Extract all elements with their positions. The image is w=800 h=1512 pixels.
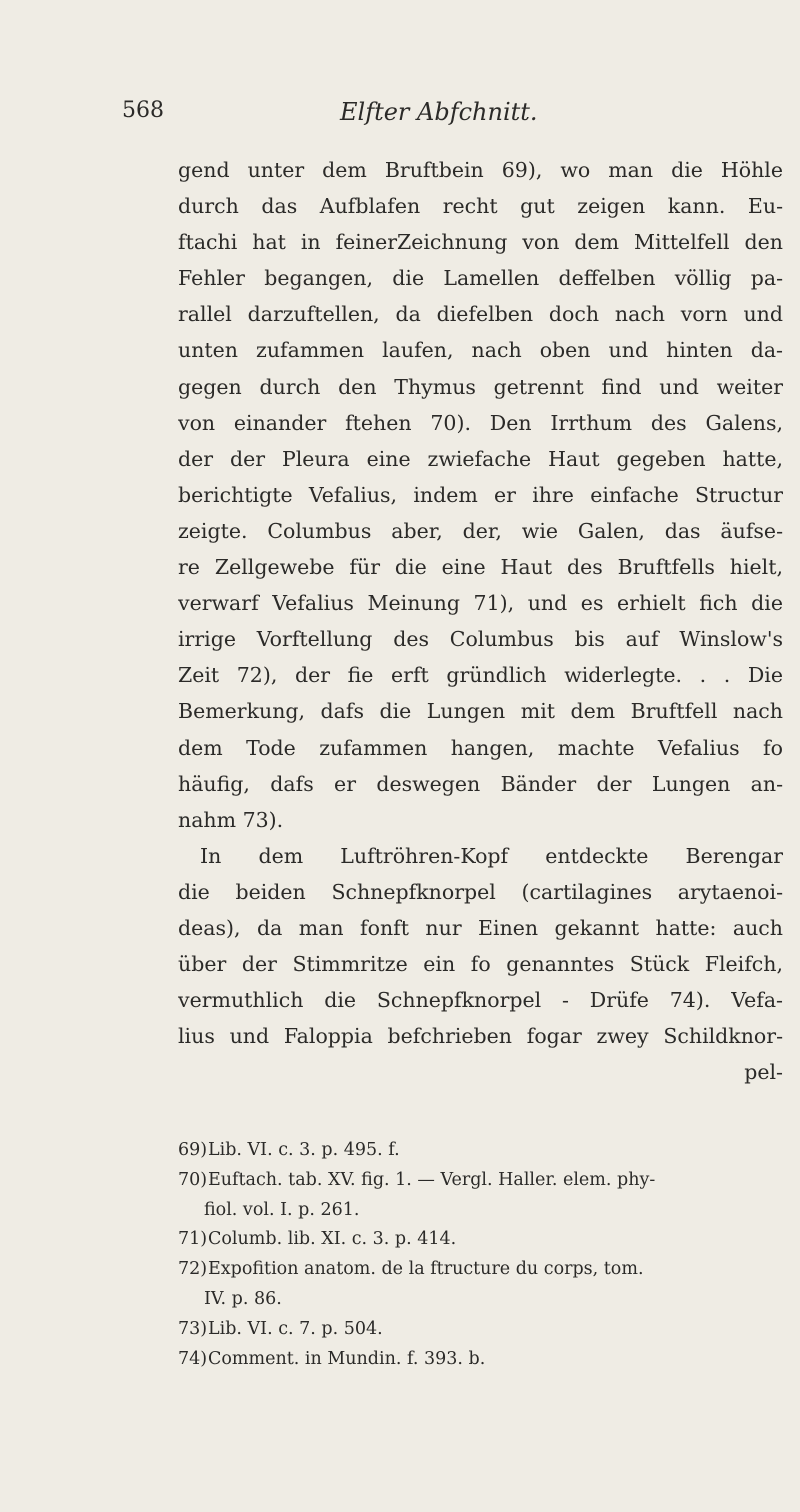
body-line: von einander ftehen 70). Den Irrthum des Galens, xyxy=(178,410,783,435)
body-line: verwarf Vefalius Meinung 71), und es erhielt fich die xyxy=(178,591,783,616)
footnote-continuation xyxy=(178,1285,783,1315)
footnote-continuation xyxy=(178,1196,783,1226)
footnote xyxy=(178,1315,783,1345)
footnote xyxy=(178,1225,783,1255)
footnote-number: 74) xyxy=(178,1348,208,1369)
footnote-number: 69) xyxy=(178,1140,208,1160)
footnote-number: 72) xyxy=(178,1259,208,1280)
footnote-text: Columb. lib. XI. c. 3. p. 414. xyxy=(208,1229,457,1250)
body-line: irrige Vorftellung des Columbus bis auf Winslow's xyxy=(178,627,783,652)
footnote-text: Lib. VI. c. 3. p. 495. f. xyxy=(208,1140,400,1160)
footnotes xyxy=(178,1136,783,1374)
body-line: ftachi hat in feinerZeichnung von dem Mittelfell den xyxy=(178,230,783,255)
body-line: berichtigte Vefalius, indem er ihre einfache Structur xyxy=(178,482,783,507)
footnote-text: Euftach. tab. XV. fig. 1. — Vergl. Haller. elem. phy- xyxy=(208,1169,656,1190)
body-line: deas), da man fonft nur Einen gekannt hatte: auch xyxy=(178,915,783,940)
body-line: lius und Faloppia befchrieben fogar zwey Schildknor- xyxy=(178,1024,783,1049)
footnote xyxy=(178,1136,783,1166)
body-line: re Zellgewebe für die eine Haut des Bruftfells hielt, xyxy=(178,555,783,580)
page-header xyxy=(122,98,782,138)
body-line: dem Tode zufammen hangen, machte Vefalius fo xyxy=(178,735,783,760)
body-line: gend unter dem Bruftbein 69), wo man die Höhle xyxy=(178,158,783,182)
body-text xyxy=(178,152,783,1090)
footnote xyxy=(178,1345,783,1375)
body-line: vermuthlich die Schnepfknorpel - Drüfe 74). Vefa- xyxy=(178,988,783,1013)
footnote-text: Comment. in Mundin. f. 393. b. xyxy=(208,1348,486,1369)
body-line: unten zufammen laufen, nach oben und hinten da- xyxy=(178,338,783,363)
body-line: die beiden Schnepfknorpel (cartilagines arytaenoi- xyxy=(178,879,783,904)
body-line: gegen durch den Thymus getrennt find und weiter xyxy=(178,374,783,399)
body-line: zeigte. Columbus aber, der, wie Galen, das äufse- xyxy=(178,518,783,543)
footnote-number: 70) xyxy=(178,1169,208,1190)
running-title: Elfter Abfchnitt. xyxy=(340,98,538,126)
body-line: Zeit 72), der fie erft gründlich widerlegte. . . Die xyxy=(178,663,783,688)
page-number: 568 xyxy=(122,98,164,123)
body-line: nahm 73). xyxy=(178,807,284,832)
footnote-text: IV. p. 86. xyxy=(204,1288,282,1309)
catchword: pel- xyxy=(744,1060,783,1085)
body-line: häufig, dafs er deswegen Bänder der Lungen an- xyxy=(178,771,783,796)
footnote-text: Lib. VI. c. 7. p. 504. xyxy=(208,1318,383,1339)
paragraph-start-line: In dem Luftröhren-Kopf entdeckte Berengar xyxy=(200,843,783,868)
footnote xyxy=(178,1166,783,1196)
body-line: rallel darzuftellen, da diefelben doch nach vorn und xyxy=(178,302,783,327)
body-line: durch das Aufblafen recht gut zeigen kann. Eu- xyxy=(178,194,783,219)
body-line: über der Stimmritze ein fo genanntes Stück Fleifch, xyxy=(178,952,783,977)
footnote-number: 73) xyxy=(178,1318,208,1339)
footnote xyxy=(178,1255,783,1285)
footnote-text: Expofition anatom. de la ftructure du corps, tom. xyxy=(208,1259,644,1280)
body-line: Bemerkung, dafs die Lungen mit dem Bruftfell nach xyxy=(178,699,783,724)
body-line: Fehler begangen, die Lamellen deffelben völlig pa- xyxy=(178,266,783,291)
footnote-text: fiol. vol. I. p. 261. xyxy=(204,1199,360,1220)
footnote-number: 71) xyxy=(178,1229,208,1250)
body-line: der der Pleura eine zwiefache Haut gegeben hatte, xyxy=(178,446,783,471)
